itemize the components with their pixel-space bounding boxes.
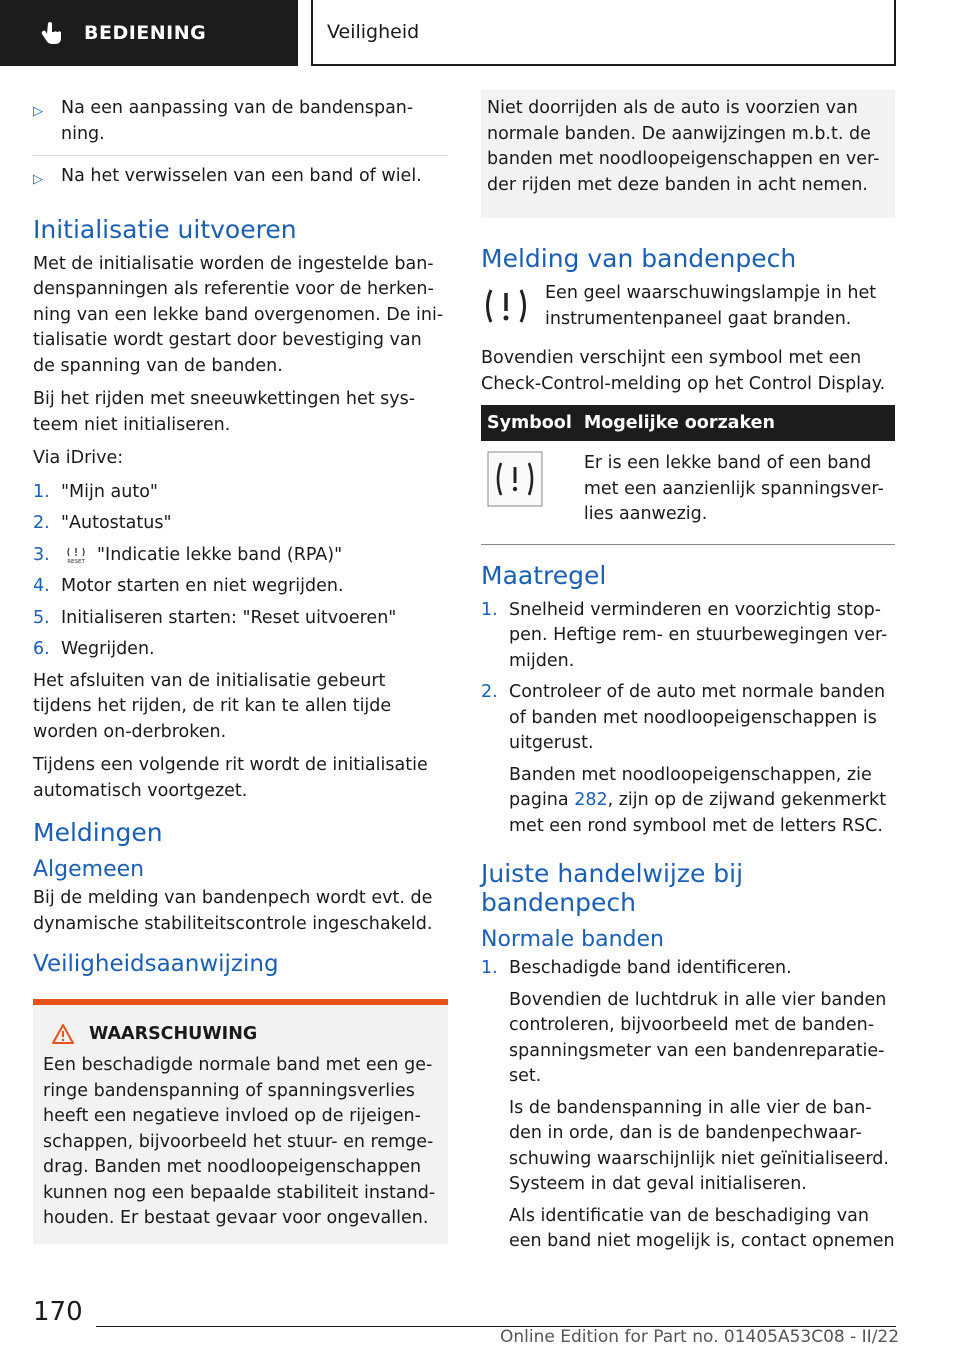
- list-item: 6. Wegrijden.: [33, 639, 155, 659]
- paragraph: Bij de melding van bandenpech wordt evt. de dynamische stabiliteitscontrole ingeschakeld.: [33, 888, 433, 934]
- right-column: [481, 96, 895, 1267]
- list-item: ▷ Na een aanpassing van de bandenspan-ning.: [33, 96, 448, 156]
- heading-algemeen: Algemeen: [33, 857, 145, 882]
- warning-title: WAARSCHUWING: [89, 1024, 258, 1044]
- list-item: 1. Snelheid verminderen en voorzichtig stop-pen. Heftige rem- en stuurbewegingen ver-mijden.: [481, 599, 888, 671]
- chapter-title: Veiligheid: [327, 21, 420, 43]
- list-item: 2. "Autostatus": [33, 513, 172, 533]
- list-item: 1. "Mijn auto": [33, 481, 158, 502]
- paragraph: Bij het rijden met sneeuwkettingen het sys-teem niet initialiseren.: [33, 389, 416, 435]
- hand-pointer-icon: [38, 19, 66, 47]
- table-header: Mogelijke oorzaken: [578, 405, 895, 441]
- paragraph: Met de initialisatie worden de ingestelde ban-denspanningen als referentie voor de herken-ning van een lekke band overgenomen. De ini-tialisatie wordt gestart door bevestiging van de spanning van de banden.: [33, 253, 444, 376]
- heading-normale-banden: Normale banden: [481, 927, 664, 952]
- maatregel-steps: [481, 598, 895, 846]
- tire-reset-icon: [65, 546, 87, 564]
- page-number: 170: [33, 1297, 83, 1327]
- warning-text: Een beschadigde normale band met een ge-ringe bandenspanning of spanningsverlies heeft een negatieve invloed op de rijeigen-schappen, bijvoorbeeld het stuur- en remge-drag. Banden met noodloopeigenschappen kunnen nog een bepaalde stabiliteit instand-houden. Er bestaat gevaar voor ongevallen.: [43, 1055, 436, 1228]
- normale-banden-steps: [481, 956, 895, 1261]
- note-box: [481, 90, 895, 218]
- section-tab: [0, 0, 298, 66]
- triangle-bullet-icon: ▷: [33, 104, 43, 119]
- svg-text:RESET: RESET: [67, 558, 85, 564]
- list-item: 3. RESET "Indicatie lekke band (RPA)": [33, 544, 343, 565]
- paragraph: Via iDrive:: [33, 448, 124, 468]
- heading-melding-bandenpech: Melding van bandenpech: [481, 244, 797, 273]
- paragraph: Bovendien verschijnt een symbool met een Check-Control-melding op het Control Display.: [481, 348, 886, 394]
- tire-pressure-warning-icon: [487, 451, 543, 507]
- idrive-steps: [33, 480, 448, 663]
- paragraph: Een geel waarschuwingslampje in het instrumentenpaneel gaat branden.: [545, 283, 877, 329]
- triangle-bullet-icon: ▷: [33, 172, 43, 187]
- heading-initialisatie: Initialisatie uitvoeren: [33, 214, 297, 244]
- section-title: BEDIENING: [84, 22, 207, 44]
- tire-pressure-warning-icon: [481, 281, 531, 331]
- table-cell: Er is een lekke band of een band met een aanzienlijk spanningsver-lies aanwezig.: [578, 441, 895, 544]
- left-column: [33, 96, 448, 1244]
- list-item: 5. Initialiseren starten: "Reset uitvoeren": [33, 607, 397, 628]
- list-item: 4. Motor starten en niet wegrijden.: [33, 576, 344, 596]
- heading-veiligheidsaanwijzing: Veiligheidsaanwijzing: [33, 951, 279, 977]
- list-item: 1. Beschadigde band identificeren. Bovendien de luchtdruk in alle vier banden controleren, bijvoorbeeld met de banden-spanningsmeter van een bandenreparatie-set. Is de bandenspanning in alle vier de ban-den in orde, dan is de bandenpechwaar-schuwing waarschijnlijk niet geïnitialiseerd. Systeem in dat geval initialiseren. Als identificatie van de beschadiging van een band niet mogelijk is, contact opnemen: [481, 958, 895, 1251]
- paragraph: Tijdens een volgende rit wordt de initialisatie automatisch voortgezet.: [33, 755, 428, 801]
- heading-meldingen: Meldingen: [33, 818, 163, 847]
- symbol-table: [481, 405, 895, 545]
- footer-edition: Online Edition for Part no. 01405A53C08 - II/22: [500, 1327, 900, 1347]
- table-row: [481, 441, 895, 544]
- table-header: Symbool: [481, 405, 578, 441]
- warning-header: [51, 1023, 438, 1045]
- heading-juiste-handelwijze: Juiste handelwijze bij bandenpech: [481, 859, 744, 917]
- warning-triangle-icon: [51, 1023, 75, 1045]
- note-text: Niet doorrijden als de auto is voorzien van normale banden. De aanwijzingen m.b.t. de banden met noodloopeigenschappen en ver-der rijden met deze banden in acht nemen.: [487, 98, 880, 195]
- heading-maatregel: Maatregel: [481, 560, 607, 590]
- chapter-tab: [311, 0, 896, 66]
- list-item: 2. Controleer of de auto met normale banden of banden met noodloopeigenschappen is uitgerust. Banden met noodloopeigenschappen, zie pagina 282, zijn op de zijwand gekenmerkt met een rond symbool met de letters RSC.: [481, 682, 887, 836]
- paragraph: Het afsluiten van de initialisatie gebeurt tijdens het rijden, de rit kan te allen tijde worden on-derbroken.: [33, 670, 392, 742]
- page-link[interactable]: 282: [574, 790, 608, 810]
- warning-box: [33, 999, 448, 1244]
- bullet-list: [33, 96, 448, 201]
- list-item: ▷ Na het verwisselen van een band of wiel.: [33, 164, 448, 201]
- tpms-lamp-row: [481, 281, 895, 332]
